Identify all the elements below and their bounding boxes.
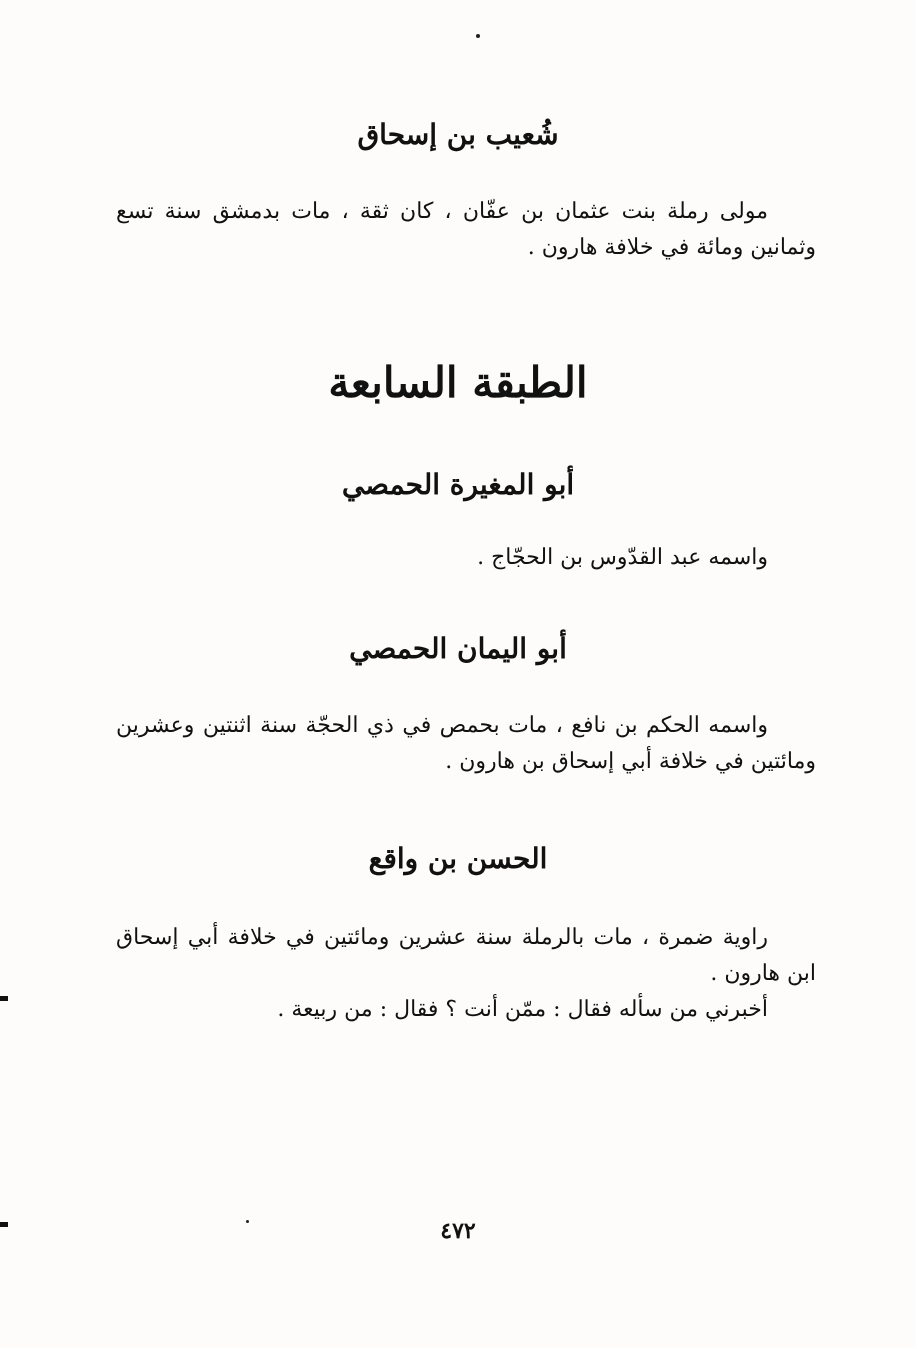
entry-paragraph: أخبرني من سأله فقال : ممّن أنت ؟ فقال : من ربيعة . [277, 997, 768, 1022]
entry-paragraph: واسمه عبد القدّوس بن الحجّاج . [477, 545, 768, 570]
speck-top [476, 34, 480, 38]
entry-paragraph: راوية ضمرة ، مات بالرملة سنة عشرين ومائتين في خلافة أبي إسحاق ابن هارون . [116, 925, 816, 986]
entry-body-abu-al-yaman [116, 708, 816, 780]
edge-mark-1 [0, 996, 8, 1001]
entry-body-abu-al-mughira [116, 540, 816, 576]
entry-paragraph: واسمه الحكم بن نافع ، مات بحمص في ذي الحجّة سنة اثنتين وعشرين ومائتين في خلافة أبي إسحاق بن هارون . [116, 713, 816, 774]
entry-heading-abu-al-yaman: أبو اليمان الحمصي [349, 632, 567, 665]
entry-paragraph: مولى رملة بنت عثمان بن عفّان ، كان ثقة ، مات بدمشق سنة تسع وثمانين ومائة في خلافة هارون . [116, 199, 816, 260]
entry-heading-abu-al-mughira: أبو المغيرة الحمصي [341, 468, 575, 501]
entry-body-shuayb [116, 194, 816, 266]
speck-bottom [246, 1220, 249, 1223]
section-title: الطبقة السابعة [328, 358, 588, 407]
entry-heading-shuayb: شُعيب بن إسحاق [357, 118, 559, 151]
entry-body-al-hasan [116, 920, 816, 1028]
page-number: ٤٧٢ [440, 1218, 476, 1244]
entry-heading-al-hasan: الحسن بن واقع [368, 842, 548, 875]
edge-mark-2 [0, 1222, 8, 1227]
